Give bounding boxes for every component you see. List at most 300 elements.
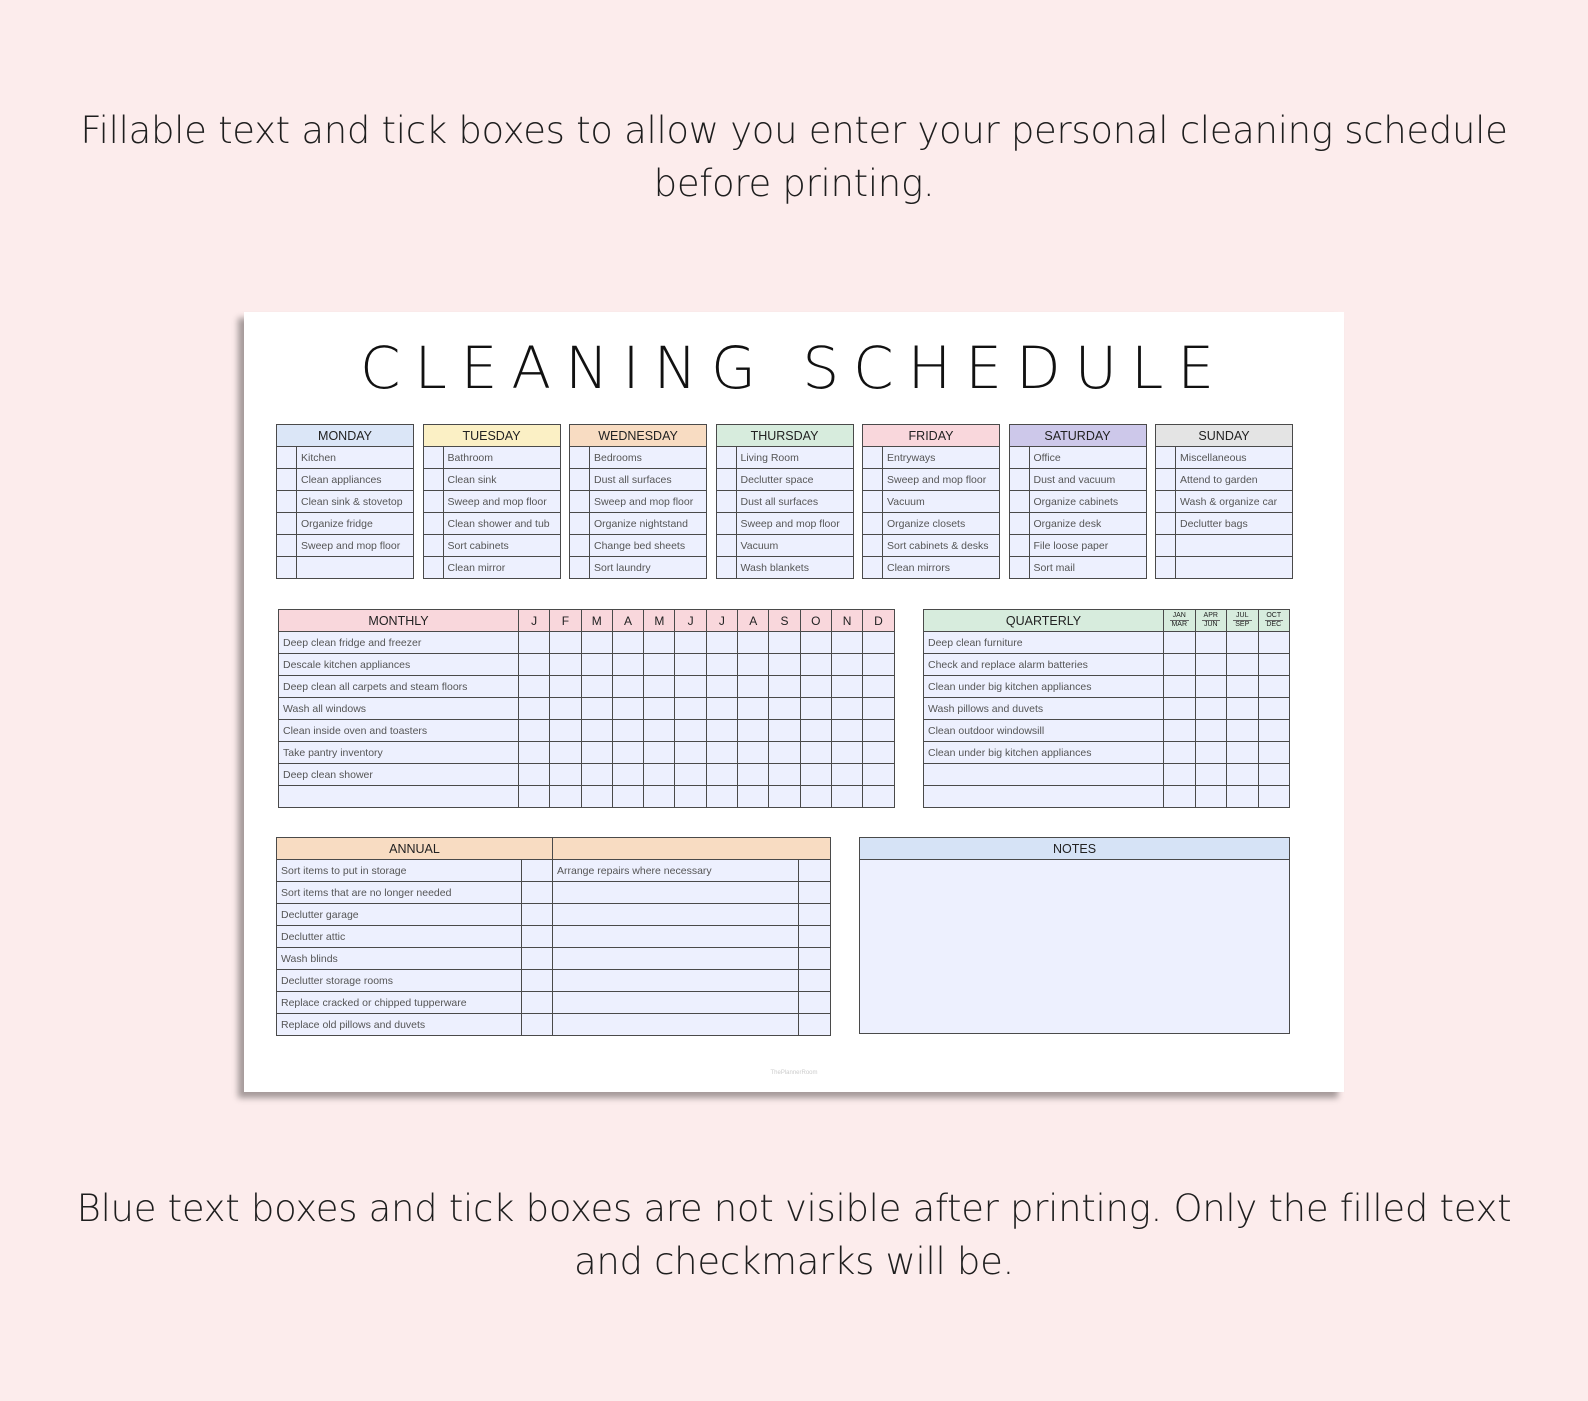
tick-box[interactable] <box>1227 698 1259 720</box>
tick-box[interactable] <box>675 720 706 742</box>
tick-box[interactable] <box>644 698 675 720</box>
tick-box[interactable] <box>863 676 894 698</box>
tick-box[interactable] <box>1164 786 1196 808</box>
day-header: TUESDAY <box>423 425 560 447</box>
tick-box[interactable] <box>522 1014 553 1036</box>
tick-box[interactable] <box>738 654 769 676</box>
task-text-field[interactable]: Wash & organize car <box>1176 491 1293 513</box>
task-text-field[interactable]: Kitchen <box>297 447 414 469</box>
tick-box[interactable] <box>612 786 643 808</box>
task-row <box>423 535 560 557</box>
monthly-task-field[interactable]: Deep clean all carpets and steam floors <box>279 676 519 698</box>
tick-box[interactable] <box>769 786 800 808</box>
quarterly-task-field[interactable]: Wash pillows and duvets <box>924 698 1164 720</box>
tick-box[interactable] <box>644 632 675 654</box>
task-text-field[interactable]: Bathroom <box>443 447 560 469</box>
annual-row <box>277 926 831 948</box>
tick-box[interactable] <box>800 742 831 764</box>
tick-box[interactable] <box>550 676 581 698</box>
tick-box[interactable] <box>612 654 643 676</box>
tick-box[interactable] <box>1258 786 1290 808</box>
tick-box[interactable] <box>738 698 769 720</box>
tick-box[interactable] <box>1258 720 1290 742</box>
annual-task-field[interactable] <box>553 970 799 992</box>
tick-box[interactable] <box>716 491 736 513</box>
monthly-row <box>279 786 895 808</box>
tick-box[interactable] <box>831 720 862 742</box>
tick-box[interactable] <box>1258 698 1290 720</box>
monthly-task-field[interactable] <box>279 786 519 808</box>
monthly-row <box>279 742 895 764</box>
task-row <box>423 557 560 579</box>
tick-box[interactable] <box>863 557 883 579</box>
tick-box[interactable] <box>423 491 443 513</box>
tick-box[interactable] <box>277 469 297 491</box>
month-column-header: J <box>675 610 706 632</box>
monthly-task-field[interactable]: Deep clean shower <box>279 764 519 786</box>
tick-box[interactable] <box>831 742 862 764</box>
task-text-field[interactable]: Sweep and mop floor <box>297 535 414 557</box>
task-text-field[interactable]: Sweep and mop floor <box>590 491 707 513</box>
quarterly-task-field[interactable]: Clean under big kitchen appliances <box>924 742 1164 764</box>
tick-box[interactable] <box>550 654 581 676</box>
task-text-field[interactable]: Wash blankets <box>736 557 853 579</box>
tick-box[interactable] <box>863 786 894 808</box>
tick-box[interactable] <box>799 926 831 948</box>
task-text-field[interactable]: Miscellaneous <box>1176 447 1293 469</box>
tick-box[interactable] <box>1156 557 1176 579</box>
task-row <box>1009 469 1146 491</box>
tick-box[interactable] <box>550 742 581 764</box>
task-text-field[interactable] <box>1176 535 1293 557</box>
tick-box[interactable] <box>675 632 706 654</box>
tick-box[interactable] <box>644 786 675 808</box>
tick-box[interactable] <box>1195 786 1227 808</box>
tick-box[interactable] <box>1195 720 1227 742</box>
task-text-field[interactable]: Organize desk <box>1029 513 1146 535</box>
task-row <box>570 535 707 557</box>
tick-box[interactable] <box>519 742 550 764</box>
tick-box[interactable] <box>423 535 443 557</box>
tick-box[interactable] <box>706 742 737 764</box>
quarter-end: MAR <box>1171 621 1188 628</box>
tick-box[interactable] <box>800 764 831 786</box>
task-row <box>1009 557 1146 579</box>
tick-box[interactable] <box>738 632 769 654</box>
task-text-field[interactable]: Organize fridge <box>297 513 414 535</box>
task-row <box>716 491 853 513</box>
tick-box[interactable] <box>1227 676 1259 698</box>
tick-box[interactable] <box>581 764 612 786</box>
task-row <box>277 557 414 579</box>
tick-box[interactable] <box>1164 742 1196 764</box>
annual-task-field[interactable]: Declutter garage <box>277 904 522 926</box>
task-row <box>1009 491 1146 513</box>
tick-box[interactable] <box>675 742 706 764</box>
tick-box[interactable] <box>570 557 590 579</box>
tick-box[interactable] <box>800 676 831 698</box>
tick-box[interactable] <box>800 698 831 720</box>
tick-box[interactable] <box>831 676 862 698</box>
tick-box[interactable] <box>1227 786 1259 808</box>
task-text-field[interactable]: Dust all surfaces <box>736 491 853 513</box>
tick-box[interactable] <box>799 970 831 992</box>
tick-box[interactable] <box>519 720 550 742</box>
task-text-field[interactable]: Sort cabinets <box>443 535 560 557</box>
task-row <box>1156 557 1293 579</box>
annual-task-field[interactable]: Sort items that are no longer needed <box>277 882 522 904</box>
tick-box[interactable] <box>800 632 831 654</box>
tick-box[interactable] <box>1164 698 1196 720</box>
task-text-field[interactable]: Clean shower and tub <box>443 513 560 535</box>
tick-box[interactable] <box>644 720 675 742</box>
annual-task-field[interactable]: Wash blinds <box>277 948 522 970</box>
tick-box[interactable] <box>675 786 706 808</box>
tick-box[interactable] <box>519 632 550 654</box>
quarterly-task-field[interactable]: Deep clean furniture <box>924 632 1164 654</box>
tick-box[interactable] <box>800 654 831 676</box>
annual-task-field[interactable] <box>553 904 799 926</box>
task-text-field[interactable]: Vacuum <box>883 491 1000 513</box>
quarterly-row <box>924 676 1290 698</box>
tick-box[interactable] <box>522 860 553 882</box>
tick-box[interactable] <box>522 948 553 970</box>
task-text-field[interactable]: Living Room <box>736 447 853 469</box>
task-text-field[interactable]: Organize nightstand <box>590 513 707 535</box>
tick-box[interactable] <box>716 447 736 469</box>
tick-box[interactable] <box>570 513 590 535</box>
tick-box[interactable] <box>738 676 769 698</box>
tick-box[interactable] <box>1009 447 1029 469</box>
tick-box[interactable] <box>519 676 550 698</box>
tick-box[interactable] <box>277 513 297 535</box>
tick-box[interactable] <box>1195 742 1227 764</box>
tick-box[interactable] <box>1009 535 1029 557</box>
annual-task-field[interactable] <box>553 948 799 970</box>
tick-box[interactable] <box>769 698 800 720</box>
tick-box[interactable] <box>1156 513 1176 535</box>
tick-box[interactable] <box>863 698 894 720</box>
tick-box[interactable] <box>1227 720 1259 742</box>
task-row <box>277 447 414 469</box>
tick-box[interactable] <box>581 720 612 742</box>
annual-task-field[interactable] <box>553 882 799 904</box>
tick-box[interactable] <box>863 447 883 469</box>
tick-box[interactable] <box>1009 557 1029 579</box>
tick-box[interactable] <box>1156 447 1176 469</box>
tick-box[interactable] <box>423 469 443 491</box>
tick-box[interactable] <box>581 632 612 654</box>
tick-box[interactable] <box>706 764 737 786</box>
tick-box[interactable] <box>581 676 612 698</box>
monthly-task-field[interactable]: Descale kitchen appliances <box>279 654 519 676</box>
tick-box[interactable] <box>675 698 706 720</box>
tick-box[interactable] <box>423 557 443 579</box>
tick-box[interactable] <box>863 469 883 491</box>
tick-box[interactable] <box>716 557 736 579</box>
tick-box[interactable] <box>1258 764 1290 786</box>
tick-box[interactable] <box>706 654 737 676</box>
tick-box[interactable] <box>800 720 831 742</box>
annual-task-field[interactable]: Replace old pillows and duvets <box>277 1014 522 1036</box>
task-row <box>863 535 1000 557</box>
tick-box[interactable] <box>831 786 862 808</box>
tick-box[interactable] <box>423 447 443 469</box>
task-text-field[interactable]: Vacuum <box>736 535 853 557</box>
tick-box[interactable] <box>519 764 550 786</box>
tick-box[interactable] <box>1009 469 1029 491</box>
day-table-2 <box>569 424 707 579</box>
tick-box[interactable] <box>522 992 553 1014</box>
tick-box[interactable] <box>522 970 553 992</box>
bottom-caption-line2: and checkmarks will be. <box>573 1240 1015 1283</box>
annual-task-field[interactable]: Sort items to put in storage <box>277 860 522 882</box>
tick-box[interactable] <box>706 676 737 698</box>
tick-box[interactable] <box>612 698 643 720</box>
task-text-field[interactable]: Sort cabinets & desks <box>883 535 1000 557</box>
task-row <box>1156 535 1293 557</box>
tick-box[interactable] <box>581 786 612 808</box>
tick-box[interactable] <box>1258 676 1290 698</box>
tick-box[interactable] <box>863 491 883 513</box>
task-text-field[interactable]: Sort laundry <box>590 557 707 579</box>
notes-text-area[interactable] <box>860 860 1290 1034</box>
tick-box[interactable] <box>738 764 769 786</box>
task-text-field[interactable]: Clean sink <box>443 469 560 491</box>
tick-box[interactable] <box>519 786 550 808</box>
tick-box[interactable] <box>1195 764 1227 786</box>
quarterly-task-field[interactable]: Check and replace alarm batteries <box>924 654 1164 676</box>
tick-box[interactable] <box>863 535 883 557</box>
tick-box[interactable] <box>644 742 675 764</box>
tick-box[interactable] <box>716 535 736 557</box>
task-text-field[interactable] <box>297 557 414 579</box>
tick-box[interactable] <box>1009 491 1029 513</box>
tick-box[interactable] <box>716 469 736 491</box>
task-text-field[interactable]: Bedrooms <box>590 447 707 469</box>
annual-task-field[interactable]: Replace cracked or chipped tupperware <box>277 992 522 1014</box>
tick-box[interactable] <box>612 632 643 654</box>
tick-box[interactable] <box>831 698 862 720</box>
tick-box[interactable] <box>1195 676 1227 698</box>
tick-box[interactable] <box>831 764 862 786</box>
task-text-field[interactable]: Declutter space <box>736 469 853 491</box>
tick-box[interactable] <box>863 720 894 742</box>
tick-box[interactable] <box>570 469 590 491</box>
tick-box[interactable] <box>1258 742 1290 764</box>
tick-box[interactable] <box>1156 469 1176 491</box>
tick-box[interactable] <box>1227 654 1259 676</box>
bottom-caption <box>0 1182 1588 1288</box>
tick-box[interactable] <box>863 764 894 786</box>
quarterly-task-field[interactable] <box>924 764 1164 786</box>
tick-box[interactable] <box>769 654 800 676</box>
tick-box[interactable] <box>1164 720 1196 742</box>
tick-box[interactable] <box>550 764 581 786</box>
tick-box[interactable] <box>522 882 553 904</box>
annual-header-blank <box>553 838 831 860</box>
tick-box[interactable] <box>738 786 769 808</box>
tick-box[interactable] <box>519 698 550 720</box>
annual-task-field[interactable]: Arrange repairs where necessary <box>553 860 799 882</box>
tick-box[interactable] <box>1258 654 1290 676</box>
tick-box[interactable] <box>277 447 297 469</box>
task-text-field[interactable]: Attend to garden <box>1176 469 1293 491</box>
tick-box[interactable] <box>1164 654 1196 676</box>
tick-box[interactable] <box>863 513 883 535</box>
annual-task-field[interactable]: Declutter attic <box>277 926 522 948</box>
tick-box[interactable] <box>738 742 769 764</box>
tick-box[interactable] <box>644 654 675 676</box>
tick-box[interactable] <box>1164 676 1196 698</box>
quarter-column-header <box>1227 610 1259 632</box>
tick-box[interactable] <box>1009 513 1029 535</box>
tick-box[interactable] <box>716 513 736 535</box>
task-text-field[interactable] <box>1176 557 1293 579</box>
tick-box[interactable] <box>738 720 769 742</box>
task-row <box>1156 513 1293 535</box>
task-row <box>863 491 1000 513</box>
annual-task-field[interactable]: Declutter storage rooms <box>277 970 522 992</box>
tick-box[interactable] <box>581 742 612 764</box>
tick-box[interactable] <box>1227 764 1259 786</box>
task-text-field[interactable]: Sweep and mop floor <box>443 491 560 513</box>
task-text-field[interactable]: Entryways <box>883 447 1000 469</box>
tick-box[interactable] <box>706 720 737 742</box>
tick-box[interactable] <box>1195 632 1227 654</box>
tick-box[interactable] <box>675 654 706 676</box>
tick-box[interactable] <box>550 786 581 808</box>
tick-box[interactable] <box>799 882 831 904</box>
tick-box[interactable] <box>831 632 862 654</box>
tick-box[interactable] <box>1156 535 1176 557</box>
tick-box[interactable] <box>799 860 831 882</box>
tick-box[interactable] <box>644 764 675 786</box>
monthly-row <box>279 632 895 654</box>
quarterly-table <box>923 609 1290 808</box>
annual-task-field[interactable] <box>553 926 799 948</box>
tick-box[interactable] <box>1227 632 1259 654</box>
tick-box[interactable] <box>612 676 643 698</box>
tick-box[interactable] <box>522 926 553 948</box>
task-text-field[interactable]: Office <box>1029 447 1146 469</box>
tick-box[interactable] <box>799 904 831 926</box>
tick-box[interactable] <box>1195 698 1227 720</box>
tick-box[interactable] <box>706 632 737 654</box>
tick-box[interactable] <box>612 742 643 764</box>
tick-box[interactable] <box>581 654 612 676</box>
monthly-row <box>279 698 895 720</box>
tick-box[interactable] <box>675 764 706 786</box>
tick-box[interactable] <box>675 676 706 698</box>
annual-task-field[interactable] <box>553 992 799 1014</box>
tick-box[interactable] <box>1258 632 1290 654</box>
task-text-field[interactable]: Sort mail <box>1029 557 1146 579</box>
monthly-task-field[interactable]: Wash all windows <box>279 698 519 720</box>
tick-box[interactable] <box>831 654 862 676</box>
task-text-field[interactable]: Clean appliances <box>297 469 414 491</box>
top-caption-line2: before printing. <box>653 162 935 205</box>
task-text-field[interactable]: Clean sink & stovetop <box>297 491 414 513</box>
tick-box[interactable] <box>769 764 800 786</box>
task-text-field[interactable]: Sweep and mop floor <box>883 469 1000 491</box>
tick-box[interactable] <box>863 742 894 764</box>
annual-task-field[interactable] <box>553 1014 799 1036</box>
tick-box[interactable] <box>644 676 675 698</box>
tick-box[interactable] <box>706 698 737 720</box>
task-text-field[interactable]: Change bed sheets <box>590 535 707 557</box>
tick-box[interactable] <box>863 654 894 676</box>
tick-box[interactable] <box>800 786 831 808</box>
tick-box[interactable] <box>769 632 800 654</box>
tick-box[interactable] <box>570 491 590 513</box>
tick-box[interactable] <box>423 513 443 535</box>
monthly-task-field[interactable]: Clean inside oven and toasters <box>279 720 519 742</box>
task-text-field[interactable]: Clean mirror <box>443 557 560 579</box>
task-text-field[interactable]: Sweep and mop floor <box>736 513 853 535</box>
monthly-task-field[interactable]: Deep clean fridge and freezer <box>279 632 519 654</box>
task-text-field[interactable]: Organize cabinets <box>1029 491 1146 513</box>
tick-box[interactable] <box>550 720 581 742</box>
task-text-field[interactable]: Clean mirrors <box>883 557 1000 579</box>
quarterly-task-field[interactable]: Clean under big kitchen appliances <box>924 676 1164 698</box>
tick-box[interactable] <box>769 720 800 742</box>
quarterly-task-field[interactable]: Clean outdoor windowsill <box>924 720 1164 742</box>
tick-box[interactable] <box>522 904 553 926</box>
tick-box[interactable] <box>570 535 590 557</box>
quarterly-row <box>924 698 1290 720</box>
tick-box[interactable] <box>799 948 831 970</box>
tick-box[interactable] <box>706 786 737 808</box>
quarterly-task-field[interactable] <box>924 786 1164 808</box>
tick-box[interactable] <box>1164 764 1196 786</box>
day-table-0 <box>276 424 414 579</box>
tick-box[interactable] <box>550 698 581 720</box>
tick-box[interactable] <box>1156 491 1176 513</box>
tick-box[interactable] <box>1227 742 1259 764</box>
tick-box[interactable] <box>277 535 297 557</box>
quarter-end: SEP <box>1235 621 1250 628</box>
tick-box[interactable] <box>769 742 800 764</box>
task-text-field[interactable]: Organize closets <box>883 513 1000 535</box>
task-text-field[interactable]: Declutter bags <box>1176 513 1293 535</box>
tick-box[interactable] <box>612 720 643 742</box>
tick-box[interactable] <box>277 491 297 513</box>
task-row <box>863 447 1000 469</box>
tick-box[interactable] <box>1164 632 1196 654</box>
tick-box[interactable] <box>799 1014 831 1036</box>
quarter-column-header <box>1164 610 1196 632</box>
task-text-field[interactable]: File loose paper <box>1029 535 1146 557</box>
task-text-field[interactable]: Dust all surfaces <box>590 469 707 491</box>
tick-box[interactable] <box>550 632 581 654</box>
task-row <box>277 513 414 535</box>
tick-box[interactable] <box>769 676 800 698</box>
tick-box[interactable] <box>612 764 643 786</box>
tick-box[interactable] <box>519 654 550 676</box>
task-row <box>1156 447 1293 469</box>
tick-box[interactable] <box>1195 654 1227 676</box>
tick-box[interactable] <box>277 557 297 579</box>
task-text-field[interactable]: Dust and vacuum <box>1029 469 1146 491</box>
monthly-task-field[interactable]: Take pantry inventory <box>279 742 519 764</box>
tick-box[interactable] <box>570 447 590 469</box>
task-row <box>1156 491 1293 513</box>
tick-box[interactable] <box>581 698 612 720</box>
tick-box[interactable] <box>799 992 831 1014</box>
task-row <box>716 535 853 557</box>
tick-box[interactable] <box>863 632 894 654</box>
